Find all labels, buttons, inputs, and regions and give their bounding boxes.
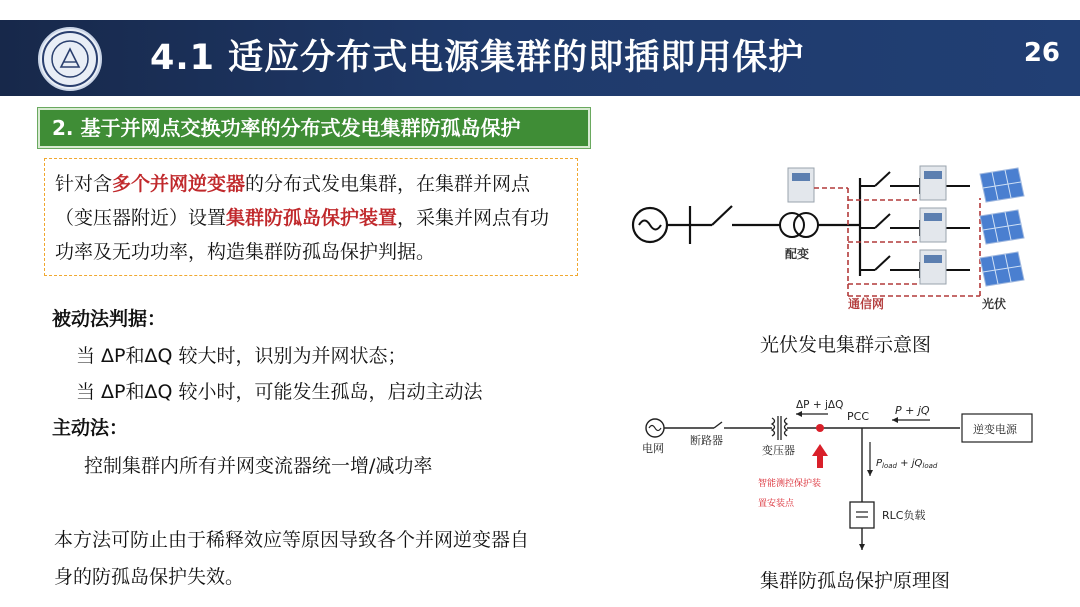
label-pcc: PCC [847, 410, 869, 423]
caption-anti-islanding: 集群防孤岛保护原理图 [760, 570, 951, 592]
pv-cluster-diagram [620, 158, 1040, 318]
label-install-2: 置安装点 [758, 499, 795, 509]
label-pload: $P_{load} + jQ_{load}$ [876, 458, 938, 470]
label-transformer-2: 变压器 [762, 444, 795, 457]
active-heading: 主动法： [52, 417, 129, 439]
page-number: 26 [1023, 38, 1060, 68]
conclusion-line-1: 本方法可防止由于稀释效应等原因导致各个并网逆变器自 [54, 529, 530, 551]
grid-source-icon [646, 419, 664, 437]
title-bar [0, 20, 1080, 96]
callout-text-3: ，采集并网点有功功率及无功功率，构造集群防孤岛保护判据。 [55, 207, 550, 263]
branch-1 [860, 172, 970, 194]
passive-line-2: 当 ΔP和ΔQ 较小时，可能发生孤岛，启动主动法 [76, 381, 483, 403]
callout-text [55, 167, 567, 269]
label-comm-network: 通信网 [848, 297, 885, 311]
install-point-marker [816, 424, 824, 432]
protection-device-1 [920, 166, 946, 200]
section-heading-bar [38, 108, 590, 148]
transformer-icon [780, 213, 818, 237]
rlc-load-icon [850, 502, 874, 528]
label-pq: P + jQ [895, 404, 930, 417]
label-pv: 光伏 [982, 297, 1007, 311]
page-title: 4.1 适应分布式电源集群的即插即用保护 [150, 38, 805, 78]
protection-device-main [788, 168, 814, 202]
label-breaker: 断路器 [690, 434, 723, 447]
label-inverter: 逆变电源 [973, 423, 1017, 436]
protection-device-2 [920, 208, 946, 242]
branch-3 [860, 256, 970, 278]
conclusion-line-2: 身的防孤岛保护失效。 [54, 566, 245, 588]
callout-text-1: 针对含 [55, 173, 113, 195]
caption-pv-cluster: 光伏发电集群示意图 [760, 334, 932, 356]
label-grid: 电网 [642, 442, 664, 455]
install-arrow-icon [812, 444, 828, 468]
protection-device-3 [920, 250, 946, 284]
seal-icon [40, 29, 100, 89]
callout-text-2: 的分布式发电集群，在集群并网点（变压器附近）设置 [55, 173, 531, 229]
section-heading: 2. 基于并网点交换功率的分布式发电集群防孤岛保护 [52, 116, 521, 140]
callout-box [44, 158, 578, 276]
breaker-icon [714, 422, 730, 428]
passive-line-1: 当 ΔP和ΔQ 较大时，识别为并网状态； [76, 345, 407, 367]
branch-2 [860, 214, 970, 236]
active-line-1: 控制集群内所有并网变流器统一增/减功率 [84, 455, 433, 477]
callout-highlight-1: 多个并网逆变器 [112, 173, 246, 195]
anti-islanding-diagram [630, 392, 1050, 552]
passive-heading: 被动法判据： [52, 308, 167, 330]
callout-highlight-2: 集群防孤岛保护装置 [226, 207, 398, 229]
pv-panel-icon-1 [980, 168, 1024, 202]
breaker-switch [712, 206, 732, 225]
ac-source-icon [633, 208, 667, 242]
pv-panel-icon-3 [980, 252, 1024, 286]
label-rlc: RLC负载 [882, 509, 926, 522]
label-delta-pq: ΔP + jΔQ [796, 399, 844, 411]
comm-network-lines [814, 188, 980, 296]
pv-panel-icon-2 [980, 210, 1024, 244]
transformer-coil-icon [772, 416, 787, 440]
label-install-1: 智能测控保护装 [758, 479, 822, 489]
university-logo [38, 27, 102, 91]
label-transformer: 配变 [785, 247, 810, 261]
